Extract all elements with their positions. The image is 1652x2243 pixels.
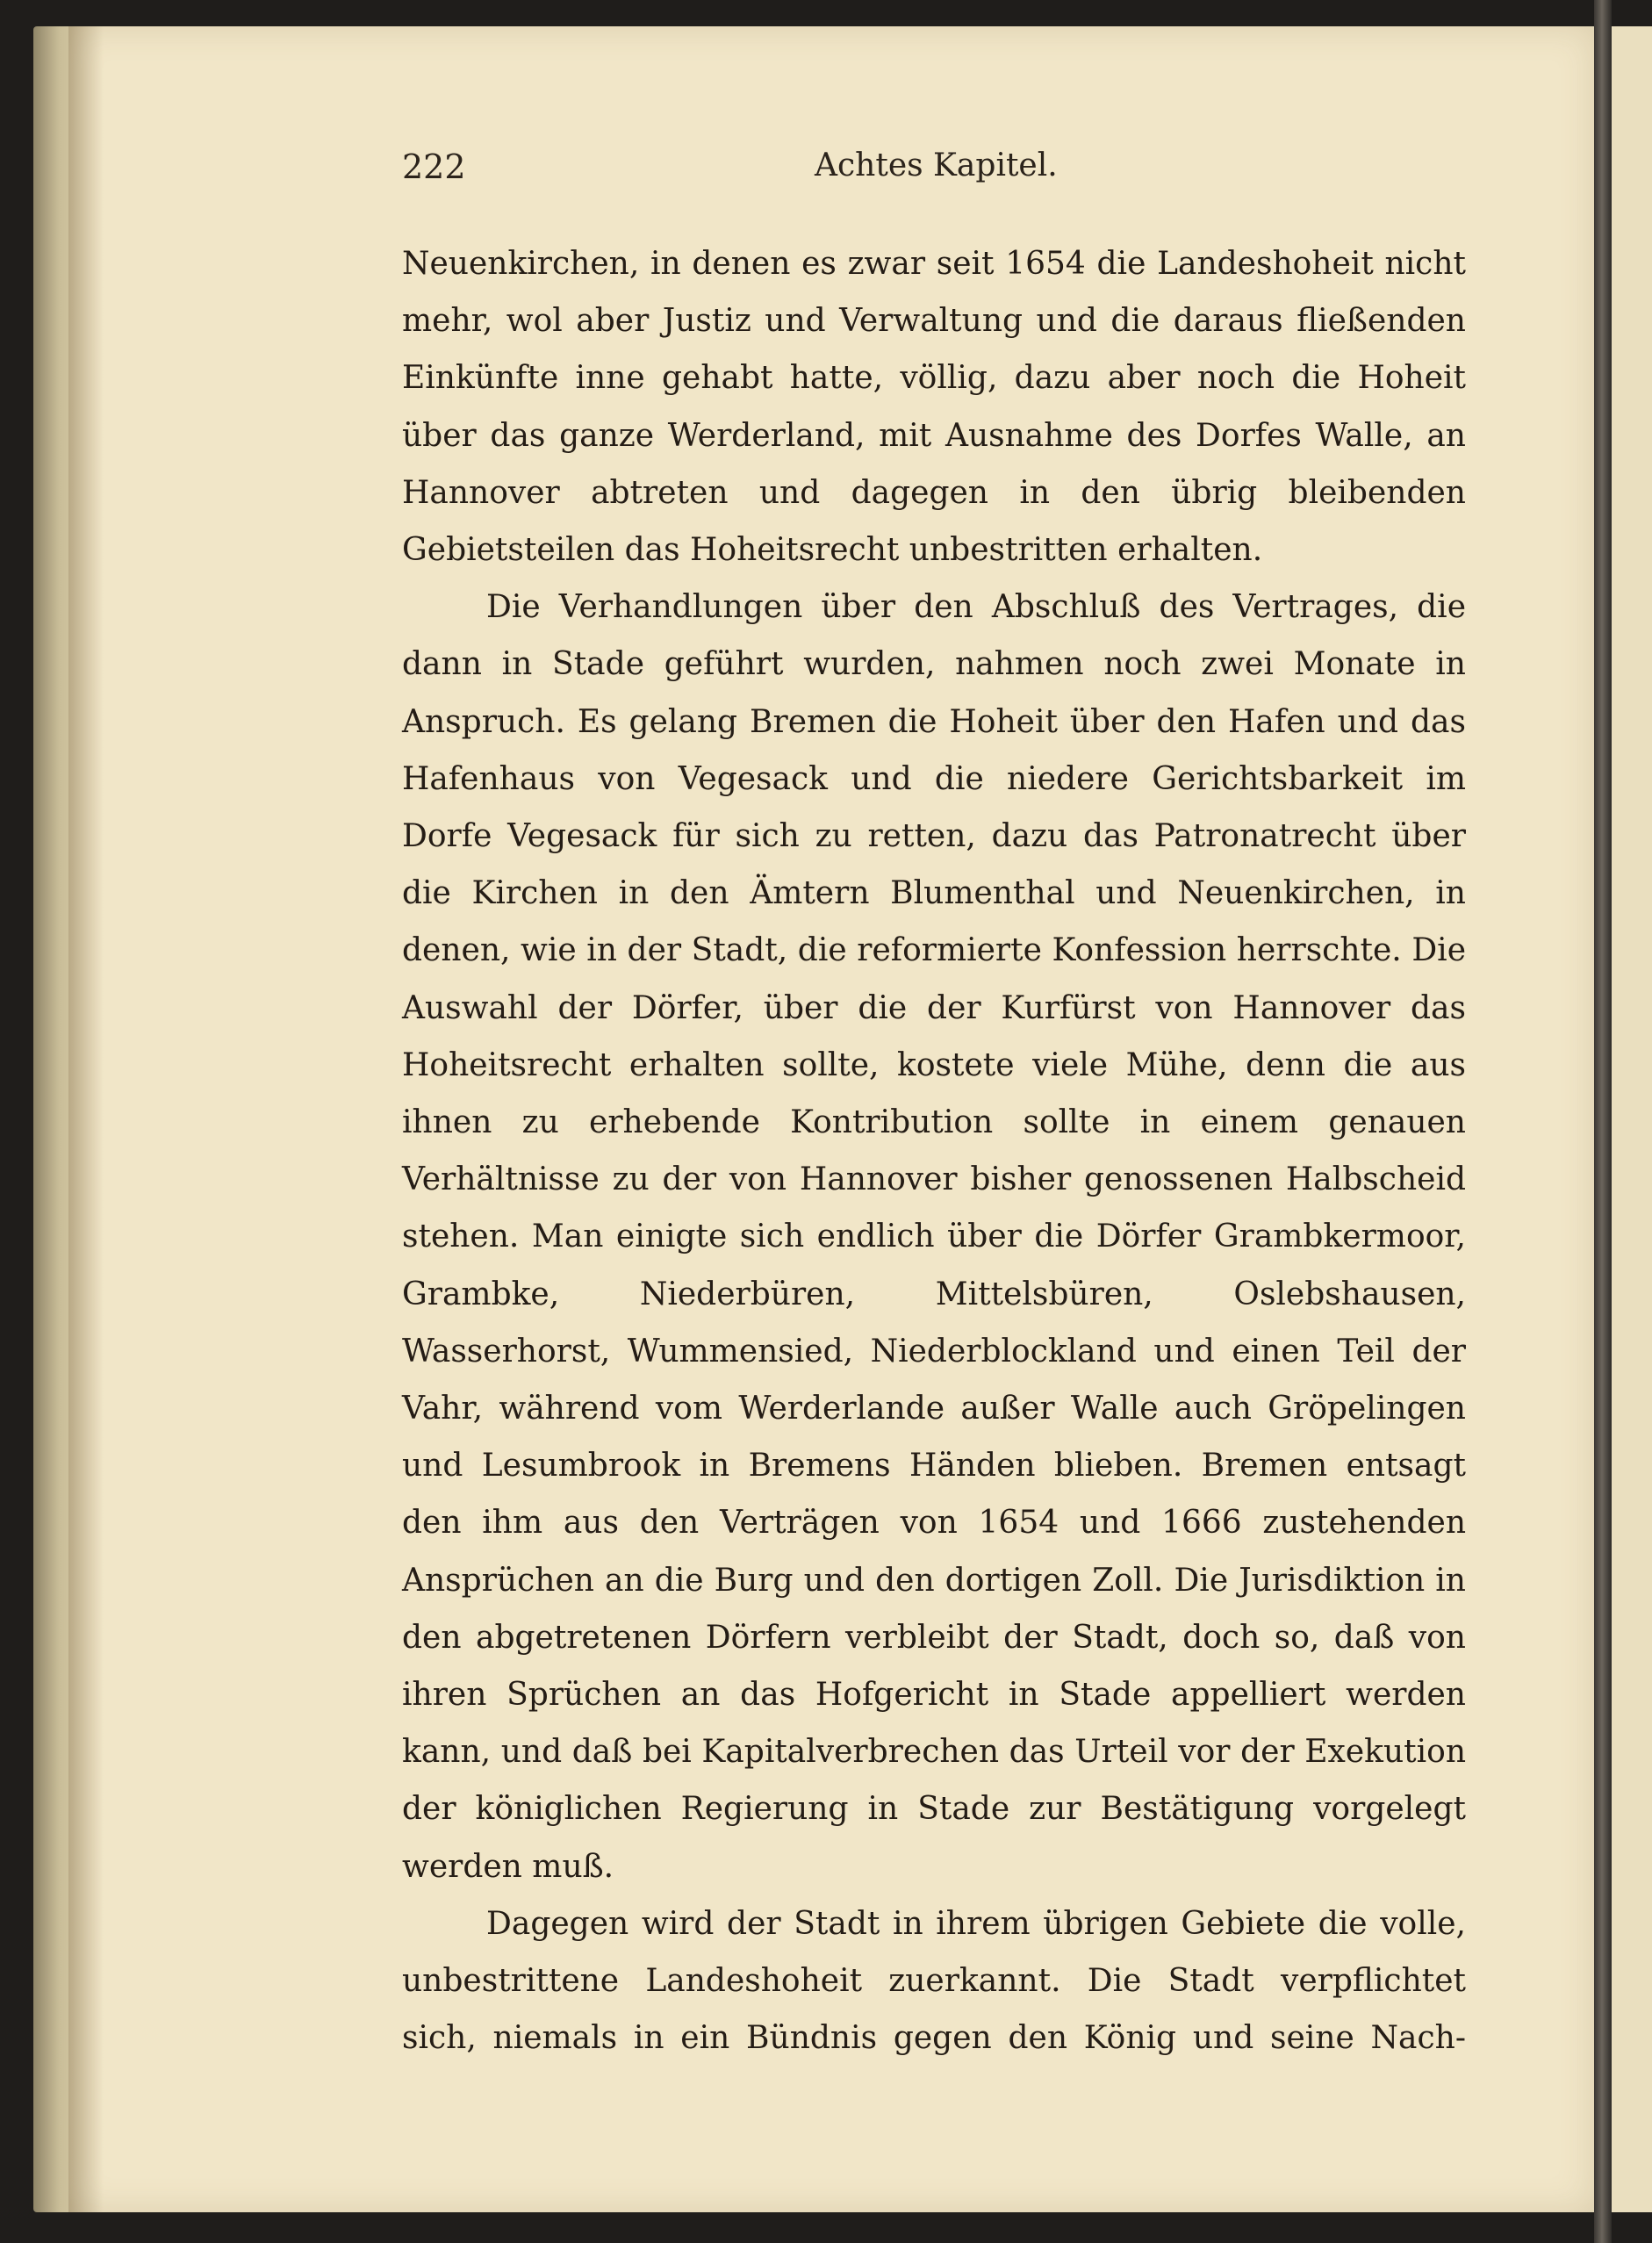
running-head: Achtes Kapitel. [815,147,1058,183]
paragraph: Dagegen wird der Stadt in ihrem übrigen Gebiete die volle, unbestrittene Landeshoheit zuerkannt. Die Stadt verpflichtet sich, niemals in ein Bündnis gegen den König und seine Nach- [402,1905,1466,2057]
paragraph: Neuenkirchen, in denen es zwar seit 1654 die Landeshoheit nicht mehr, wol aber Justiz und Verwaltung und die daraus fließenden Einkünfte inne gehabt hatte, völlig, dazu aber noch die Hoheit über das ganze Werderland, mit Ausnahme des Dorfes Walle, an Hannover abtreten und dagegen in den übrig bleibenden Gebietsteilen das Hoheitsrecht unbestritten erhalten. [402,246,1466,569]
page-header [402,147,1482,200]
page-number: 222 [402,147,466,186]
body-text [402,235,1466,2067]
page-shadow [68,26,104,2212]
paragraph: Die Verhandlungen über den Abschluß des Vertrages, die dann in Stade geführt wurden, nahmen noch zwei Monate in Anspruch. Es gelang Bremen die Hoheit über den Hafen und das Hafenhaus von Vegesack und die niedere Gerichtsbarkeit im Dorfe Vegesack für sich zu retten, dazu das Patronatrecht über die Kirchen in den Ämtern Blumenthal und Neuenkirchen, in denen, wie in der Stadt, die reformierte Konfession herrschte. Die Auswahl der Dörfer, über die der Kurfürst von Hannover das Hoheitsrecht erhalten sollte, kostete viele Mühe, denn die aus ihnen zu erhebende Kontribution sollte in einem genauen Verhältnisse zu der von Hannover bisher genossenen Halbscheid stehen. Man einigte sich endlich über die Dörfer Grambkermoor, Grambke, Niederbüren, Mittelsbüren, Oslebshausen, Wasserhorst, Wummensied, Niederblockland und einen Teil der Vahr, während vom Werderlande außer Walle auch Gröpelingen und Lesumbrook in Bremens Händen blieben. Bremen entsagt den ihm aus den Verträgen von 1654 und 1666 zustehenden Ansprüchen an die Burg und den dortigen Zoll. Die Jurisdiktion in den abgetretenen Dörfern verbleibt der Stadt, doch so, daß von ihren Sprüchen an das Hofgericht in Stade appelliert werden kann, und daß bei Kapitalverbrechen das Urteil vor der Exekution der königlichen Regierung in Stade zur Bestätigung vorgelegt werden muß. [402,589,1466,1885]
adjacent-page-sliver [1612,26,1652,2212]
book-gutter [1594,0,1612,2243]
